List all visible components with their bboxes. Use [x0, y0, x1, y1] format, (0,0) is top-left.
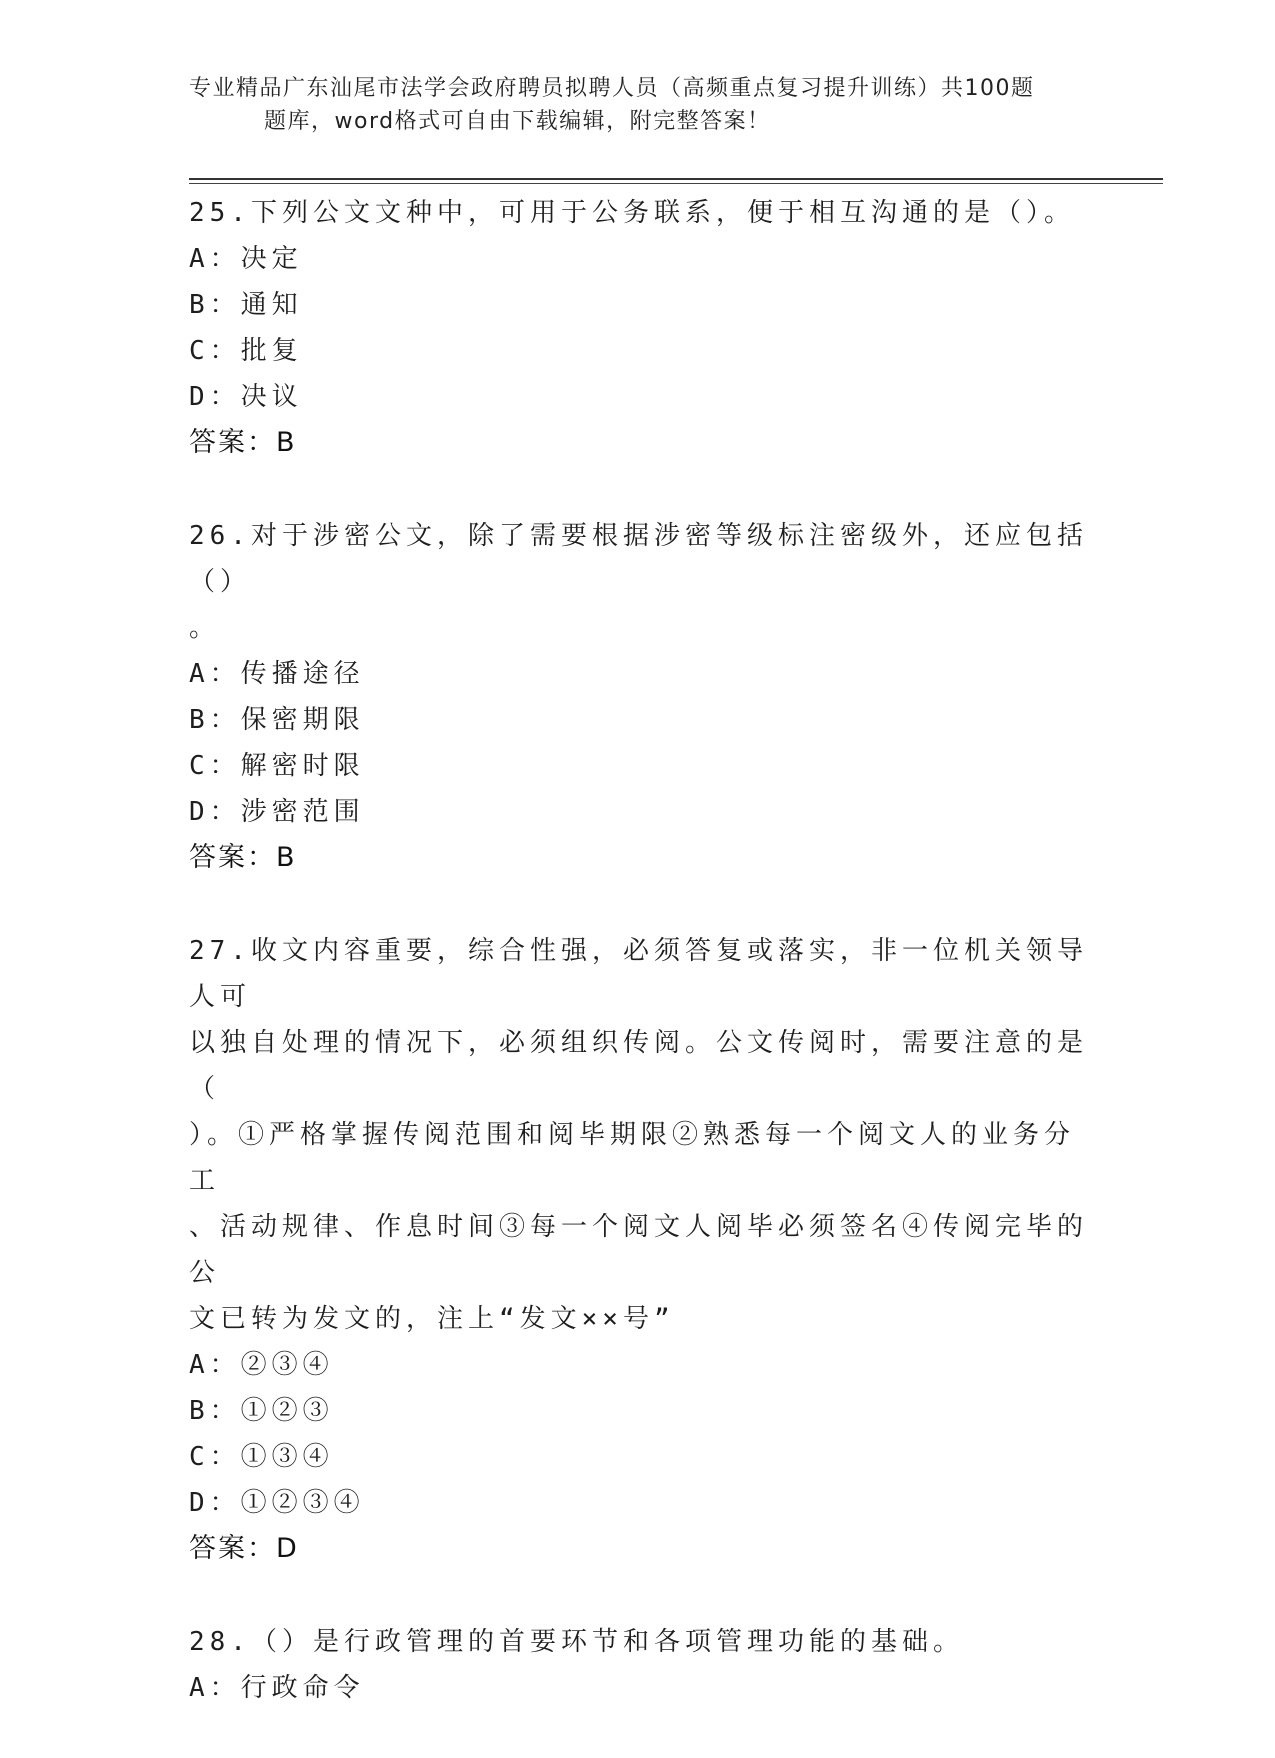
header-line-1: 专业精品广东汕尾市法学会政府聘员拟聘人员（高频重点复习提升训练）共100题	[189, 76, 1035, 101]
option-a: A：传播途径	[189, 659, 365, 689]
question-text: 28.（）是行政管理的首要环节和各项管理功能的基础。	[189, 1627, 964, 1657]
option-a: A：②③④	[189, 1350, 334, 1380]
option-d: D：决议	[189, 382, 303, 412]
document-header	[189, 72, 1089, 138]
option-c: C：批复	[189, 336, 303, 366]
header-line-2: 题库，word格式可自由下载编辑，附完整答案！	[264, 109, 771, 134]
option-c: C：解密时限	[189, 751, 365, 781]
question-text: 26.对于涉密公文，除了需要根据涉密等级标注密级外，还应包括（） 。	[189, 521, 1088, 643]
question-text: 25.下列公文文种中，可用于公务联系，便于相互沟通的是（）。	[189, 198, 1075, 228]
option-a: A：行政命令	[189, 1673, 365, 1703]
option-d: D：涉密范围	[189, 797, 365, 827]
question-list	[189, 190, 1089, 1758]
option-c: C：①③④	[189, 1442, 334, 1472]
question-28	[189, 1619, 1089, 1711]
option-b: B：通知	[189, 290, 303, 320]
option-b: B：①②③	[189, 1396, 334, 1426]
option-b: B：保密期限	[189, 705, 365, 735]
answer-line: 答案：B	[189, 842, 297, 873]
answer-line: 答案：B	[189, 427, 297, 458]
header-divider-thick	[189, 178, 1163, 180]
question-26	[189, 513, 1089, 881]
option-a: A：决定	[189, 244, 303, 274]
header-divider-thin	[189, 183, 1163, 184]
question-text: 27.收文内容重要，综合性强，必须答复或落实，非一位机关领导人可 以独自处理的情况下，必须组织传阅。公文传阅时，需要注意的是（ ）。①严格掌握传阅范围和阅毕期限②熟悉每一个阅文人的业务分工 、活动规律、作息时间③每一个阅文人阅毕必须签名④传阅完毕的公 文已转为发文的，注上“发文××号”	[189, 936, 1089, 1334]
question-25	[189, 190, 1089, 466]
answer-line: 答案：D	[189, 1533, 299, 1564]
option-d: D：①②③④	[189, 1488, 365, 1518]
question-27	[189, 928, 1089, 1572]
